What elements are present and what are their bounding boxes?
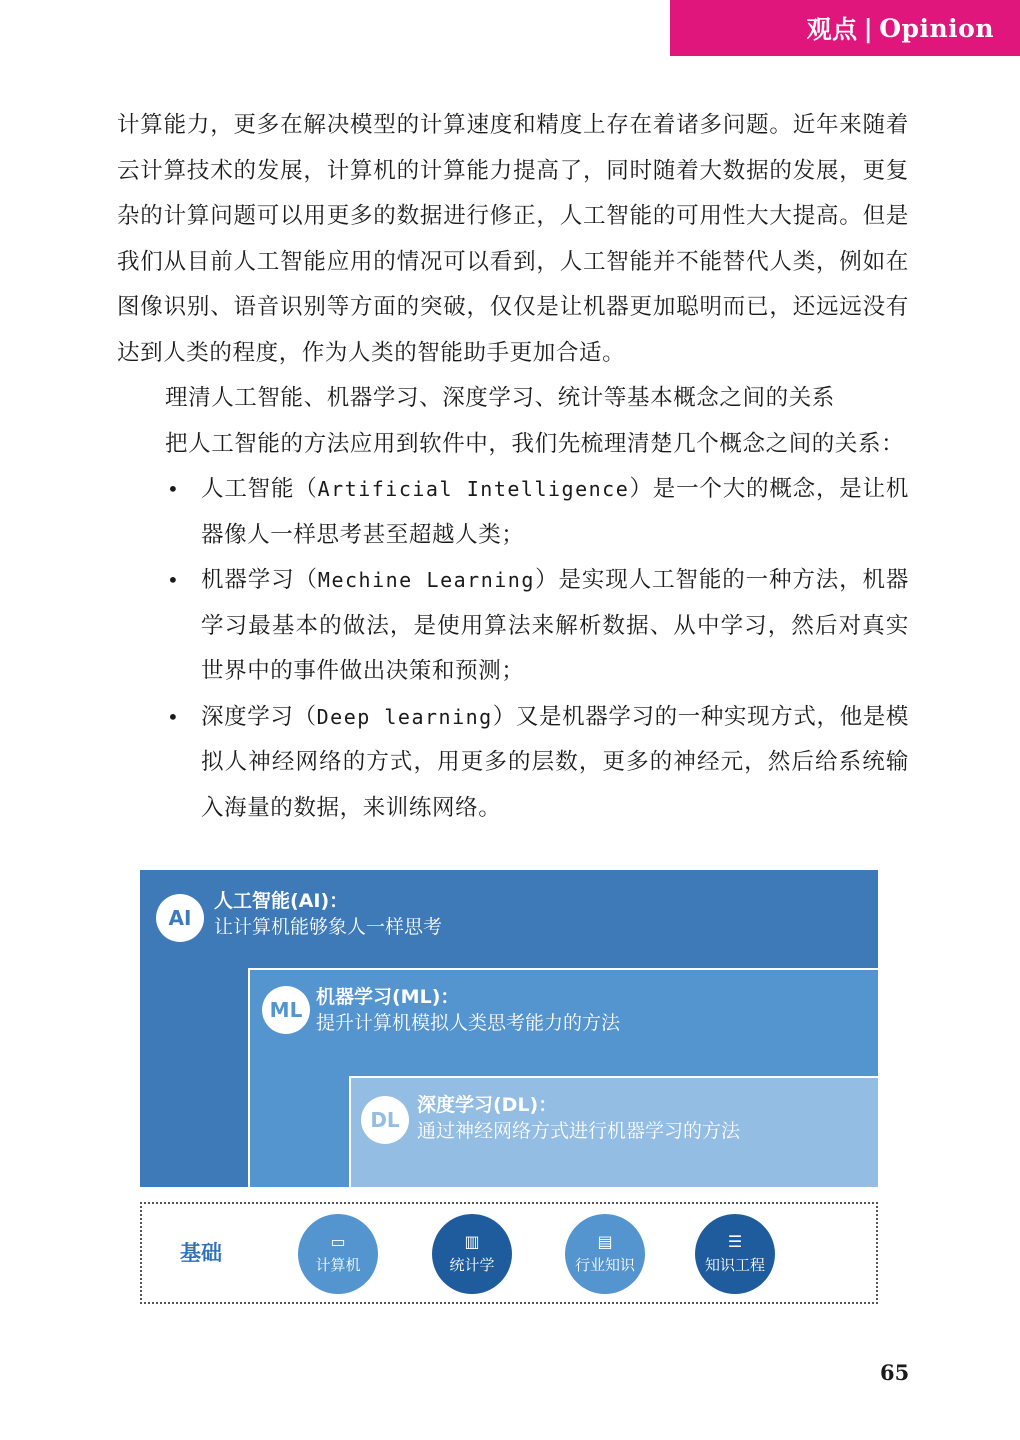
paragraph-3: 把人工智能的方法应用到软件中，我们先梳理清楚几个概念之间的关系： (165, 430, 905, 457)
foundation-item-label: 统计学 (449, 1256, 495, 1274)
list-item (117, 558, 909, 695)
bullet-text-post: ）是一个大的概念，是让机器像人一样思考甚至超越人类； (201, 476, 909, 548)
ai-ml-dl-diagram (138, 868, 880, 1308)
dl-description: 通过神经网络方式进行机器学习的方法 (417, 1120, 741, 1142)
foundation-item-computer (298, 1214, 378, 1294)
section-header (670, 0, 1020, 56)
ai-title: 人工智能(AI)： (214, 890, 349, 912)
ml-layer-text (316, 984, 620, 1036)
foundation-item-statistics (432, 1214, 512, 1294)
section-title-en: Opinion (879, 13, 994, 43)
documents-icon: ▤ (597, 1232, 613, 1251)
dl-badge-icon: DL (361, 1096, 409, 1144)
bullet-marker: • (167, 704, 180, 729)
foundation-label: 基础 (180, 1241, 222, 1265)
list-item (117, 695, 909, 832)
section-separator: | (863, 13, 874, 43)
foundation-box (140, 1202, 878, 1304)
concept-list (117, 467, 909, 831)
bullet-text-pre: 机器学习（ (201, 567, 318, 593)
bullet-text-pre: 人工智能（ (201, 476, 318, 502)
bullet-marker: • (167, 477, 180, 501)
ml-badge-icon: ML (262, 986, 310, 1034)
bullet-text-en: Artificial Intelligence (317, 477, 630, 501)
foundation-item-label: 行业知识 (574, 1256, 635, 1274)
bullet-text-en: Mechine Learning (317, 568, 535, 592)
foundation-item-knowledge-engineering (695, 1214, 775, 1294)
ml-description: 提升计算机模拟人类思考能力的方法 (316, 1012, 621, 1034)
page-number: 65 (880, 1360, 910, 1385)
bullet-text-post: ）又是机器学习的一种实现方式，他是模拟人神经网络的方式，用更多的层数，更多的神经元，然后给系统输入海量的数据，来训练网络。 (201, 703, 909, 821)
laptop-icon: ▭ (330, 1232, 346, 1251)
foundation-item-industry-knowledge (565, 1214, 645, 1294)
section-title-cn: 观点 (806, 15, 858, 44)
dl-layer-text (417, 1092, 740, 1144)
ml-title: 机器学习(ML)： (316, 986, 460, 1008)
foundation-item-label: 计算机 (315, 1256, 361, 1274)
bullet-text-en: Deep learning (316, 704, 493, 729)
hand-book-icon: ☰ (727, 1232, 743, 1251)
foundation-item-label: 知识工程 (704, 1256, 765, 1274)
dl-title: 深度学习(DL)： (417, 1094, 558, 1116)
paragraph-1: 计算能力，更多在解决模型的计算速度和精度上存在着诸多问题。近年来随着云计算技术的发展，计算机的计算能力提高了，同时随着大数据的发展，更复杂的计算问题可以用更多的数据进行修正，人工智能的可用性大大提高。但是我们从目前人工智能应用的情况可以看到，人工智能并不能替代人类，例如在图像识别、语音识别等方面的突破，仅仅是让机器更加聪明而已，还远远没有达到人类的程度，作为人类的智能助手更加合适。 (117, 112, 909, 366)
bullet-text-post: ）是实现人工智能的一种方法，机器学习最基本的做法，是使用算法来解析数据、从中学习，然后对真实世界中的事件做出决策和预测； (201, 567, 909, 684)
ai-description: 让计算机能够象人一样思考 (214, 916, 443, 938)
bullet-text-pre: 深度学习（ (201, 703, 317, 730)
list-item (117, 467, 909, 558)
bullet-marker: • (167, 568, 180, 592)
bar-chart-icon: ▥ (464, 1232, 480, 1251)
ai-layer-text (214, 888, 442, 940)
dl-layer (349, 1076, 878, 1187)
ai-badge-icon: AI (156, 894, 204, 942)
paragraph-2: 理清人工智能、机器学习、深度学习、统计等基本概念之间的关系 (165, 385, 835, 411)
article-body (117, 103, 909, 831)
